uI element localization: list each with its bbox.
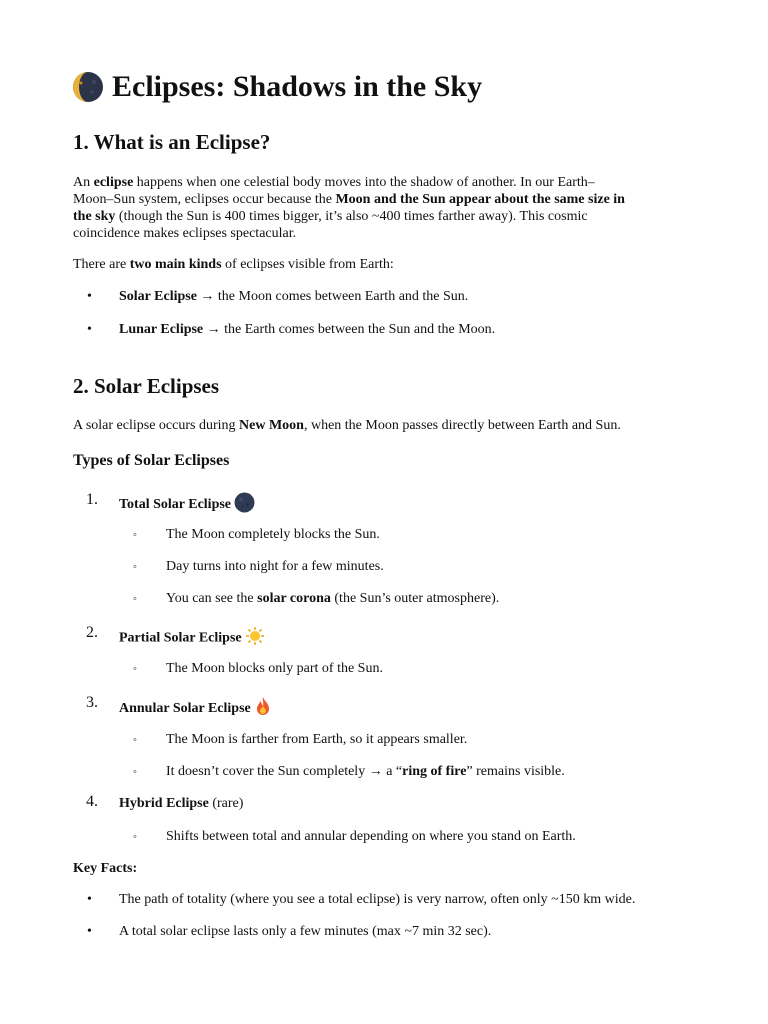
list-item: You can see the solar corona (the Sun’s outer atmosphere).	[166, 591, 500, 606]
bullet-marker: •	[87, 924, 92, 939]
types-heading: Types of Solar Eclipses	[73, 452, 230, 469]
sub-bullet-marker: ◦	[133, 561, 137, 573]
bullet-marker: •	[87, 322, 92, 337]
list-item: The Moon is farther from Earth, so it appears smaller.	[166, 732, 468, 747]
section-1-heading: 1. What is an Eclipse?	[73, 130, 271, 154]
list-number: 4.	[86, 793, 98, 810]
s1-paragraph-line-1: An eclipse happens when one celestial body moves into the shadow of another. In our Earth–	[73, 175, 595, 190]
type-annular-solar-eclipse: Annular Solar Eclipse	[119, 696, 272, 722]
section-2-heading: 2. Solar Eclipses	[73, 374, 220, 398]
s1-paragraph-line-3: the sky (though the Sun is 400 times bigger, it’s also ~400 times farther away). This cosmic	[73, 209, 588, 224]
waning-moon-icon	[72, 71, 104, 103]
list-number: 3.	[86, 694, 98, 711]
document-page: Eclipses: Shadows in the Sky 1. What is an Eclipse? An eclipse happens when one celestial body moves into the shadow of another. In our Earth– Moon–Sun system, eclipses occur because the Moon and the Sun appear about the same size in the sky (though the Sun is 400 times bigger, it’s also ~400 times farther away). This cosmic coincidence makes eclipses spectacular. There are two main kinds of eclipses visible from Earth: • Solar Eclipse → the Moon comes between Earth and the Sun. • Lunar Eclipse → the Earth comes between the Sun and the Moon. 2. Solar Eclipses A solar eclipse occurs during New Moon, when the Moon passes directly between Earth and Sun. Types of Solar Eclipses 1. Total Solar Eclipse ◦ The Moon completely blocks the Sun. ◦ Day turns into night for a few minutes. ◦ You can see the solar corona (the Sun’s outer atmosphere). 2. Partial Solar Eclipse ◦ The Moon blocks only part of the Sun. 3. Annular Solar Eclipse ◦ The Moon is farther from Earth, so it appears smaller. ◦ It doesn’t cover the Sun completely → a “ring of fire” remains visible. 4. Hybrid Eclipse (rare) ◦ Shifts between total and annular depending on where you stand on Earth. Key Facts: • The path of totality (where you see a total eclipse) is very narrow, often only ~150 km wide. • A total solar eclipse lasts only a few minutes (max ~7 min 32 sec).	[73, 70, 636, 939]
list-item: It doesn’t cover the Sun completely → a “ring of fire” remains visible.	[166, 764, 565, 779]
sun-icon	[245, 626, 265, 651]
s2-intro: A solar eclipse occurs during New Moon, when the Moon passes directly between Earth and Sun.	[73, 418, 621, 433]
sub-bullet-marker: ◦	[133, 593, 137, 605]
page-title: Eclipses: Shadows in the Sky	[112, 70, 483, 103]
s1-paragraph-line-2: Moon–Sun system, eclipses occur because the Moon and the Sun appear about the same size in	[73, 192, 625, 207]
fire-icon	[254, 696, 272, 722]
s1-kinds-intro: There are two main kinds of eclipses visible from Earth:	[73, 257, 394, 272]
sub-bullet-marker: ◦	[133, 663, 137, 675]
type-partial-solar-eclipse: Partial Solar Eclipse	[119, 626, 265, 651]
list-item: Day turns into night for a few minutes.	[166, 559, 384, 574]
bullet-marker: •	[87, 289, 92, 304]
type-total-solar-eclipse: Total Solar Eclipse	[119, 492, 255, 518]
list-number: 2.	[86, 624, 98, 641]
list-number: 1.	[86, 491, 98, 508]
key-fact-item: A total solar eclipse lasts only a few minutes (max ~7 min 32 sec).	[119, 924, 492, 939]
sub-bullet-marker: ◦	[133, 831, 137, 843]
bullet-marker: •	[87, 892, 92, 907]
sub-bullet-marker: ◦	[133, 766, 137, 778]
page-title-row	[72, 70, 482, 104]
sub-bullet-marker: ◦	[133, 529, 137, 541]
key-fact-item: The path of totality (where you see a total eclipse) is very narrow, often only ~150 km wide.	[119, 892, 636, 907]
new-moon-icon	[234, 492, 255, 518]
s1-paragraph-line-4: coincidence makes eclipses spectacular.	[73, 226, 297, 241]
sub-bullet-marker: ◦	[133, 734, 137, 746]
key-facts-heading: Key Facts:	[73, 861, 138, 876]
type-hybrid-eclipse: Hybrid Eclipse (rare)	[119, 796, 244, 811]
list-item: Shifts between total and annular depending on where you stand on Earth.	[166, 829, 576, 844]
list-item: The Moon blocks only part of the Sun.	[166, 661, 383, 676]
list-item: The Moon completely blocks the Sun.	[166, 527, 380, 542]
